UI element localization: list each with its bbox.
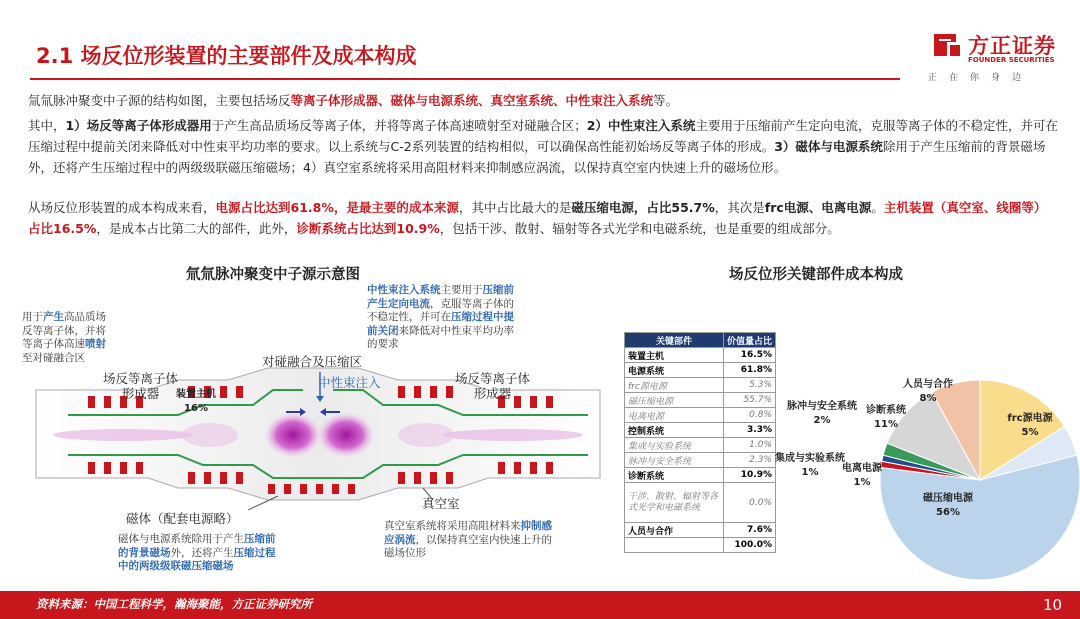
cost-table [624,332,776,553]
pie-label-name: 脉冲与安全系统 [787,401,857,412]
page-title: 2.1 场反位形装置的主要部件及成本构成 [36,44,417,68]
pie-label-value: 1% [801,467,819,478]
cost-table-row [625,523,776,538]
cost-part-share: 7.6% [723,523,775,538]
intro-paragraph: 氚氚脉冲聚变中子源的结构如图，主要包括场反等离子体形成器、磁体与电源系统、真空室系统、中性束注入系统等。 [28,93,679,108]
cost-table-row [625,348,776,363]
cost-table-row [625,453,776,468]
pie-label-value: 11% [874,419,898,430]
pie-label-name: 人员与合作 [903,379,953,390]
pie-label-value: 8% [919,393,937,404]
cost-table-row [625,483,776,523]
cost-table-row [625,423,776,438]
cost-table-row [625,363,776,378]
page-number: 10 [1043,596,1063,614]
pie-label-name: frc源电源 [1007,413,1053,424]
cost-part-name: 控制系统 [625,423,724,438]
cost-part-name: 集成与实验系统 [625,438,724,453]
cost-part-share: 0.0% [723,483,775,523]
frc-note: 用于产生高品质场反等离子体，并将等离子体高速喷射至对碰融合区 [22,311,106,364]
nbi-label: 中性束注入 [318,375,381,390]
vacuum-chamber-label: 真空室 [422,496,460,511]
cost-part-name: 装置主机 [625,348,724,363]
frc-right-label: 场反等离子体 形成器 [455,371,531,401]
pie-label [787,400,857,428]
cost-chart-title: 场反位形关键部件成本构成 [729,267,903,283]
founder-logo [928,28,1068,82]
cost-table-row [625,393,776,408]
cost-part-share: 5.3% [723,378,775,393]
pie-label [775,452,845,480]
pie-label [903,378,953,406]
cost-part-share: 10.9% [723,468,775,483]
pie-label-value: 16% [184,403,208,414]
magnet-note: 磁体与电源系统除用于产生压缩前的背景磁场外，还将产生压缩过程中的两级级联磁压缩磁场 [118,533,276,572]
cost-part-share: 2.3% [723,453,775,468]
cost-part-name [625,538,724,553]
cost-table-row [625,468,776,483]
cost-table-row [625,538,776,553]
founder-logo-mark-icon [930,30,964,60]
cost-part-name: 诊断系统 [625,468,724,483]
pie-label-name: 装置主机 [176,389,216,400]
cost-part-share: 3.3% [723,423,775,438]
pie-label-value: 56% [936,507,960,518]
cost-table-row [625,438,776,453]
pie-label-value: 5% [1021,427,1039,438]
pie-label-value: 1% [853,477,871,488]
cost-part-name: 人员与合作 [625,523,724,538]
cost-part-name: 干涉、散射、辐射等各式光学和电磁系统 [625,483,724,523]
logo-main-text: 方正证券 [968,34,1056,58]
pie-label [866,404,906,432]
diagram-title: 氚氚脉冲聚变中子源示意图 [186,267,360,283]
cost-paragraph: 从场反位形装置的成本构成来看，电源占比达到61.8%，是最主要的成本来源，其中占比最大的是磁压缩电源，占比55.7%，其次是frc电源、电离电源。主机装置（真空室、线圈等）占比16.5%，是成本占比第二大的部件，此外，诊断系统占比达到10.9%，包括干涉、散射、辐射等各式光学和电磁系统，也是重要的组成部分。 [28,200,1047,236]
pie-label-value: 2% [813,415,831,426]
cost-part-name: 电源系统 [625,363,724,378]
cost-table-header-part: 关键部件 [625,333,724,348]
source-note: 资料来源：中国工程科学，瀚海聚能，方正证券研究所 [36,597,312,611]
pie-label-name: 电离电源 [842,463,882,474]
pie-label [1007,412,1052,440]
pie-label-name: 诊断系统 [866,405,906,416]
cost-part-share: 16.5% [723,348,775,363]
pie-label-name: 磁压缩电源 [923,493,973,504]
cost-part-share: 61.8% [723,363,775,378]
cost-part-share: 0.8% [723,408,775,423]
collision-zone-label: 对碰融合及压缩区 [262,354,363,369]
components-paragraph: 其中，1）场反等离子体形成器用于产生高品质场反等离子体，并将等离子体高速喷射至对碰融合区；2）中性束注入系统主要用于压缩前产生定向电流，克服等离子体的不稳定性，并可在压缩过程中提前关闭来降低对中性束平均功率的要求。以上系统与C-2系列装置的结构相似，可以确保高性能初始场反等离子体的形成。3）磁体与电源系统除用于产生压缩前的背景磁场外，还将产生压缩过程中的两级级联磁压缩磁场；4）真空室系统将采用高阻材料来抑制感应涡流，以保持真空室内快速上升的磁场位形。 [28,118,1058,175]
cost-part-share: 55.7% [723,393,775,408]
vacuum-note: 真空室系统将采用高阻材料来抑制感应涡流，以保持真空室内快速上升的磁场位形 [384,520,552,559]
cost-part-name: 磁压缩电源 [625,393,724,408]
cost-table-header-share: 价值量占比 [723,333,775,348]
cost-part-share: 1.0% [723,438,775,453]
pie-label [176,388,216,416]
cost-table-row [625,408,776,423]
magnet-label: 磁体（配套电源略） [126,511,239,526]
header-divider [30,78,900,80]
pie-label [842,462,882,490]
nbi-note: 中性束注入系统主要用于压缩前产生定向电流，克服等离子体的不稳定性，并可在压缩过程中提前关闭来降低对中性束平均功率的要求 [367,284,514,350]
cost-part-share: 100.0% [723,538,775,553]
cost-table-row [625,378,776,393]
frc-left-label: 场反等离子体 形成器 [103,371,179,401]
logo-tagline: 正在你身边 [928,73,1034,83]
pie-label-name: 集成与实验系统 [775,453,845,464]
cost-part-name: 脉冲与安全系统 [625,453,724,468]
cost-part-name: frc源电源 [625,378,724,393]
pie-label [923,492,973,520]
cost-part-name: 电离电源 [625,408,724,423]
logo-sub-text: FOUNDER SECURITIES [968,56,1055,64]
